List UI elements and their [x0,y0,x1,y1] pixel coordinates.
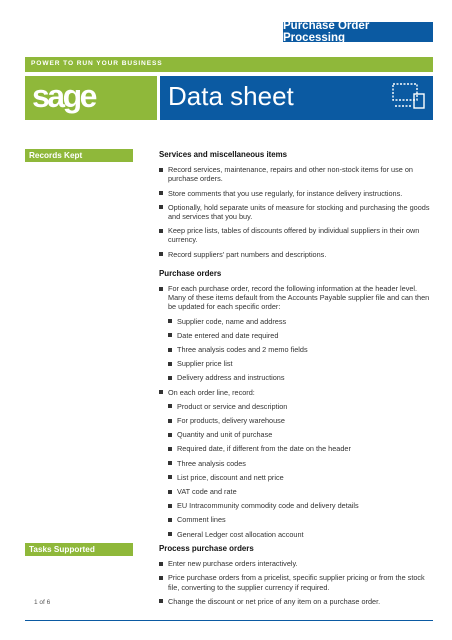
section-label-records-kept: Records Kept [25,149,133,162]
list-item: Three analysis codes [168,459,431,468]
line-items-list [168,402,431,539]
section-label-tasks-supported: Tasks Supported [25,543,133,556]
services-list [159,165,431,259]
list-item: Change the discount or net price of any item on a purchase order. [159,597,431,606]
list-item: Keep price lists, tables of discounts offered by individual suppliers in their own currency. [159,226,431,244]
purchase-orders-list [159,284,431,539]
list-item: Supplier code, name and address [168,317,431,326]
list-item: Quantity and unit of purchase [168,430,431,439]
list-item: Record suppliers' part numbers and descriptions. [159,250,431,259]
product-title: Purchase Order Processing [283,20,370,44]
list-item: Store comments that you use regularly, for instance delivery instructions. [159,189,431,198]
process-list [159,559,431,606]
list-item [159,284,431,383]
list-item: Price purchase orders from a pricelist, specific supplier pricing or from the stock file, converting to the supplier currency if required. [159,573,431,591]
list-item [159,388,431,539]
process-heading: Process purchase orders [159,544,254,553]
line-intro: On each order line, record: [168,387,255,397]
list-item: Optionally, hold separate units of measure for stocking and purchasing the goods and services that you buy. [159,203,431,221]
header-items-list [168,317,431,383]
list-item: Comment lines [168,515,431,524]
header-intro: For each purchase order, record the following information at the header level. Many of these items default from the Accounts Payable supplier file and can then be updated for each specific order: [168,284,430,312]
list-item: General Ledger cost allocation account [168,530,431,539]
list-item: EU Intracommunity commodity code and delivery details [168,501,431,510]
page-title: Data sheet [168,81,294,111]
bottom-divider [25,620,433,621]
list-item: Three analysis codes and 2 memo fields [168,345,431,354]
product-title-bar [283,22,433,42]
list-item: Required date, if different from the date on the header [168,444,431,453]
list-item: List price, discount and nett price [168,473,431,482]
list-item: VAT code and rate [168,487,431,496]
list-item: Product or service and description [168,402,431,411]
list-item: For products, delivery warehouse [168,416,431,425]
list-item: Date entered and date required [168,331,431,340]
page-number: 1 of 6 [34,599,51,606]
sage-logo: sage [32,78,95,114]
computer-icon [392,82,426,112]
purchase-orders-heading: Purchase orders [159,268,222,278]
tagline: POWER TO RUN YOUR BUSINESS [31,60,163,67]
list-item: Delivery address and instructions [168,373,431,382]
list-item: Record services, maintenance, repairs and other non-stock items for use on purchase orders. [159,165,431,183]
tasks-content [159,544,431,611]
list-item: Supplier price list [168,359,431,368]
records-content [159,150,431,544]
services-heading: Services and miscellaneous items [159,150,288,159]
list-item: Enter new purchase orders interactively. [159,559,431,568]
